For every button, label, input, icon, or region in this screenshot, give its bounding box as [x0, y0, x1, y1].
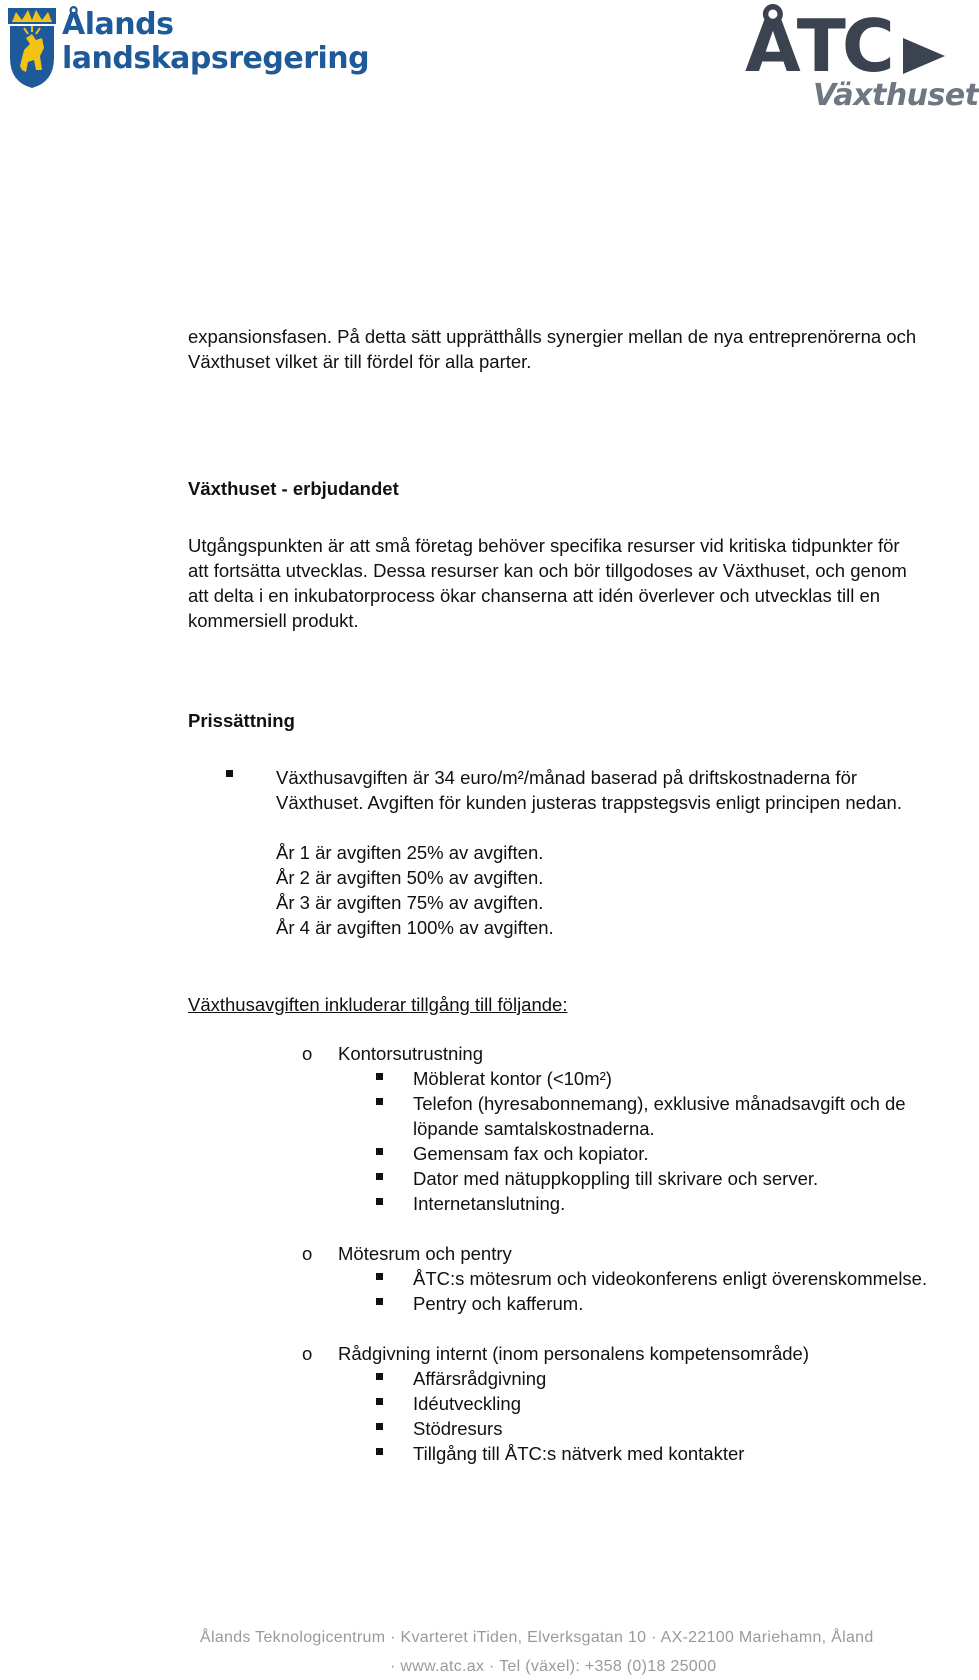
paragraph-line: Utgångspunkten är att små företag behöver specifika resurser vid kritiska tidpunkter för: [188, 535, 900, 556]
list-item: ÅTC:s mötesrum och videokonferens enligt överenskommelse.: [413, 1268, 928, 1289]
atc-wordmark: ÅTC: [745, 4, 891, 88]
square-bullet-icon: [376, 1398, 383, 1405]
list-item: Telefon (hyresabonnemang), exklusive månadsavgift och de: [413, 1093, 906, 1114]
logo-line-2: landskapsregering: [62, 41, 370, 76]
list-item: Gemensam fax och kopiator.: [413, 1143, 649, 1164]
pricing-text-line: Växthusavgiften är 34 euro/m²/månad baserad på driftskostnaderna för: [276, 767, 858, 788]
square-bullet-icon: [376, 1298, 383, 1305]
square-bullet-icon: [376, 1148, 383, 1155]
list-item: Tillgång till ÅTC:s nätverk med kontakter: [413, 1443, 745, 1464]
list-item: Idéutveckling: [413, 1393, 521, 1414]
year-line: År 1 är avgiften 25% av avgiften.: [276, 842, 544, 863]
year-line: År 3 är avgiften 75% av avgiften.: [276, 892, 544, 913]
atc-vaxthuset-logo: [745, 4, 979, 113]
list-item: Internetanslutning.: [413, 1193, 566, 1214]
intro-line-1: expansionsfasen. På detta sätt upprätthålls synergier mellan de nya entreprenörerna och: [188, 326, 917, 347]
square-bullet-icon: [376, 1373, 383, 1380]
pricing-text-line: Växthuset. Avgiften för kunden justeras trappstegsvis enligt principen nedan.: [276, 792, 902, 813]
logo-line-1: Ålands: [62, 7, 174, 42]
square-bullet-icon: [376, 1273, 383, 1280]
coat-of-arms-icon: [6, 8, 58, 88]
alands-landskapsregering-logo: [6, 7, 370, 90]
square-bullet-icon: [376, 1198, 383, 1205]
section-heading-erbjudandet: Växthuset - erbjudandet: [188, 478, 399, 499]
logo-left-text: [62, 8, 369, 76]
list-item: Möblerat kontor (<10m²): [413, 1068, 612, 1089]
list-item: Affärsrådgivning: [413, 1368, 547, 1389]
circle-bullet-icon: o: [302, 1043, 313, 1064]
group-title: Mötesrum och pentry: [338, 1243, 512, 1264]
square-bullet-icon: [376, 1173, 383, 1180]
vaxthuset-wordmark: Växthuset: [813, 78, 979, 113]
square-bullet-icon: [376, 1098, 383, 1105]
list-item: Dator med nätuppkoppling till skrivare och server.: [413, 1168, 819, 1189]
footer-line-1: Ålands Teknologicentrum · Kvarteret iTiden, Elverksgatan 10 · AX-22100 Mariehamn, Åland: [200, 1629, 874, 1646]
square-bullet-icon: [376, 1448, 383, 1455]
list-item: Stödresurs: [413, 1418, 503, 1439]
intro-line-2: Växthuset vilket är till fördel för alla parter.: [188, 351, 532, 372]
square-bullet-icon: [226, 770, 233, 777]
paragraph-line: kommersiell produkt.: [188, 610, 359, 631]
square-bullet-icon: [376, 1423, 383, 1430]
footer-line-2: · www.atc.ax · Tel (växel): +358 (0)18 25000: [390, 1658, 717, 1675]
list-item: Pentry och kafferum.: [413, 1293, 584, 1314]
list-item-continuation: löpande samtalskostnaderna.: [413, 1118, 655, 1139]
paragraph-line: att fortsätta utvecklas. Dessa resurser kan och bör tillgodoses av Växthuset, och genom: [188, 560, 907, 581]
arrow-icon: [903, 38, 945, 74]
section-heading-prissattning: Prissättning: [188, 710, 295, 731]
year-line: År 4 är avgiften 100% av avgiften.: [276, 917, 554, 938]
circle-bullet-icon: o: [302, 1243, 313, 1264]
square-bullet-icon: [376, 1073, 383, 1080]
group-title: Kontorsutrustning: [338, 1043, 484, 1064]
paragraph-line: att delta i en inkubatorprocess ökar chanserna att idén överlever och utvecklas till en: [188, 585, 881, 606]
group-title: Rådgivning internt (inom personalens kompetensområde): [338, 1343, 809, 1364]
includes-heading: Växthusavgiften inkluderar tillgång till följande:: [188, 994, 568, 1015]
year-line: År 2 är avgiften 50% av avgiften.: [276, 867, 544, 888]
circle-bullet-icon: o: [302, 1343, 313, 1364]
